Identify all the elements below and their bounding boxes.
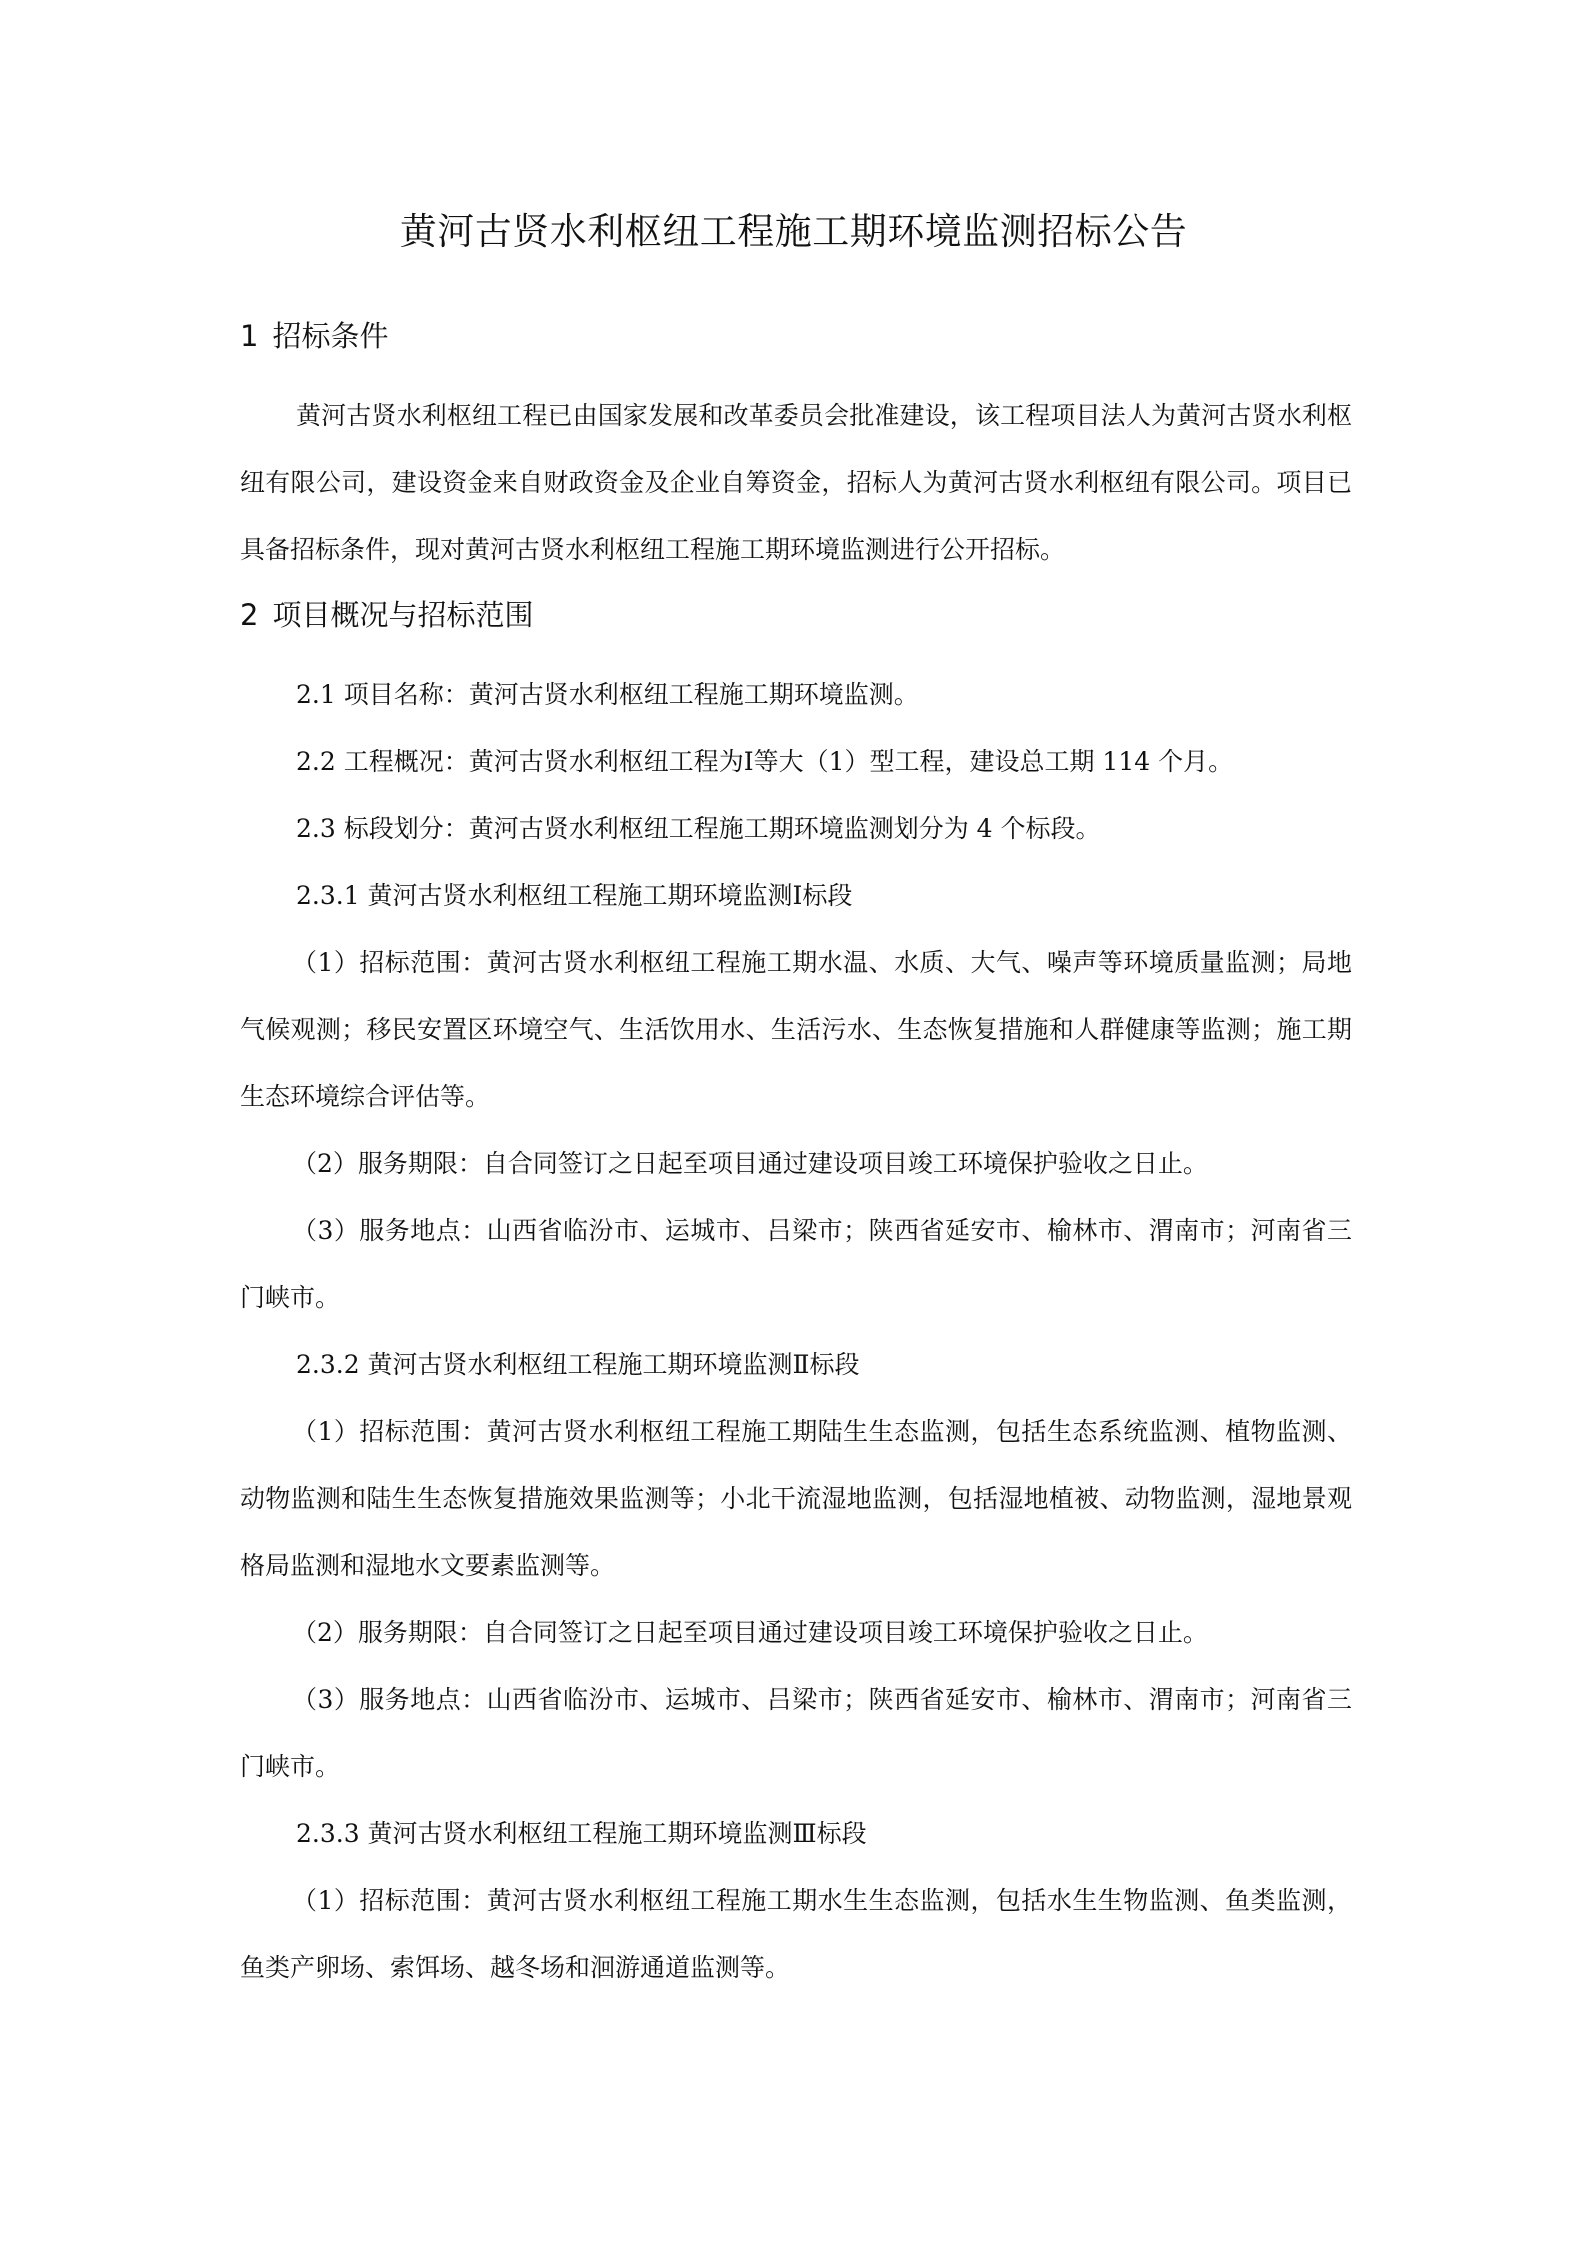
section-1-paragraph: 黄河古贤水利枢纽工程已由国家发展和改革委员会批准建设，该工程项目法人为黄河古贤水利枢纽有限公司，建设资金来自财政资金及企业自筹资金，招标人为黄河古贤水利枢纽有限公司。项目已具备招标条件，现对黄河古贤水利枢纽工程施工期环境监测进行公开招标。 (240, 401, 1352, 564)
section-2-heading (240, 597, 1352, 633)
section-1-heading (240, 318, 1352, 354)
lot-3-title: 2.3.3 黄河古贤水利枢纽工程施工期环境监测Ⅲ标段 (296, 1819, 867, 1848)
item-2-3: 2.3 标段划分：黄河古贤水利枢纽工程施工期环境监测划分为 4 个标段。 (296, 814, 1101, 843)
section-2-title: 项目概况与招标范围 (272, 598, 534, 632)
lot-2-title: 2.3.2 黄河古贤水利枢纽工程施工期环境监测Ⅱ标段 (296, 1350, 860, 1379)
document-body (240, 318, 1352, 2001)
lot-2-scope: （1）招标范围：黄河古贤水利枢纽工程施工期陆生生态监测，包括生态系统监测、植物监测、动物监测和陆生生态恢复措施效果监测等；小北干流湿地监测，包括湿地植被、动物监测，湿地景观格局监测和湿地水文要素监测等。 (240, 1417, 1352, 1580)
item-2-1: 2.1 项目名称：黄河古贤水利枢纽工程施工期环境监测。 (296, 680, 919, 709)
section-1-title: 招标条件 (272, 319, 389, 353)
document-title: 黄河古贤水利枢纽工程施工期环境监测招标公告 (399, 210, 1188, 253)
lot-1-title: 2.3.1 黄河古贤水利枢纽工程施工期环境监测Ⅰ标段 (296, 881, 853, 910)
lot-2-period: （2）服务期限：自合同签订之日起至项目通过建设项目竣工环境保护验收之日止。 (292, 1618, 1208, 1647)
lot-1-location: （3）服务地点：山西省临汾市、运城市、吕梁市；陕西省延安市、榆林市、渭南市；河南省三门峡市。 (240, 1216, 1352, 1312)
lot-1-scope: （1）招标范围：黄河古贤水利枢纽工程施工期水温、水质、大气、噪声等环境质量监测；局地气候观测；移民安置区环境空气、生活饮用水、生活污水、生态恢复措施和人群健康等监测；施工期生态环境综合评估等。 (240, 948, 1352, 1111)
lot-3-scope: （1）招标范围：黄河古贤水利枢纽工程施工期水生生态监测，包括水生生物监测、鱼类监测，鱼类产卵场、索饵场、越冬场和洄游通道监测等。 (240, 1886, 1352, 1982)
lot-2-location: （3）服务地点：山西省临汾市、运城市、吕梁市；陕西省延安市、榆林市、渭南市；河南省三门峡市。 (240, 1685, 1352, 1781)
item-2-2: 2.2 工程概况：黄河古贤水利枢纽工程为Ⅰ等大（1）型工程，建设总工期 114 个月。 (296, 747, 1234, 776)
section-1-number: 1 (240, 319, 259, 353)
lot-1-period: （2）服务期限：自合同签订之日起至项目通过建设项目竣工环境保护验收之日止。 (292, 1149, 1208, 1178)
section-2-number: 2 (240, 598, 259, 632)
